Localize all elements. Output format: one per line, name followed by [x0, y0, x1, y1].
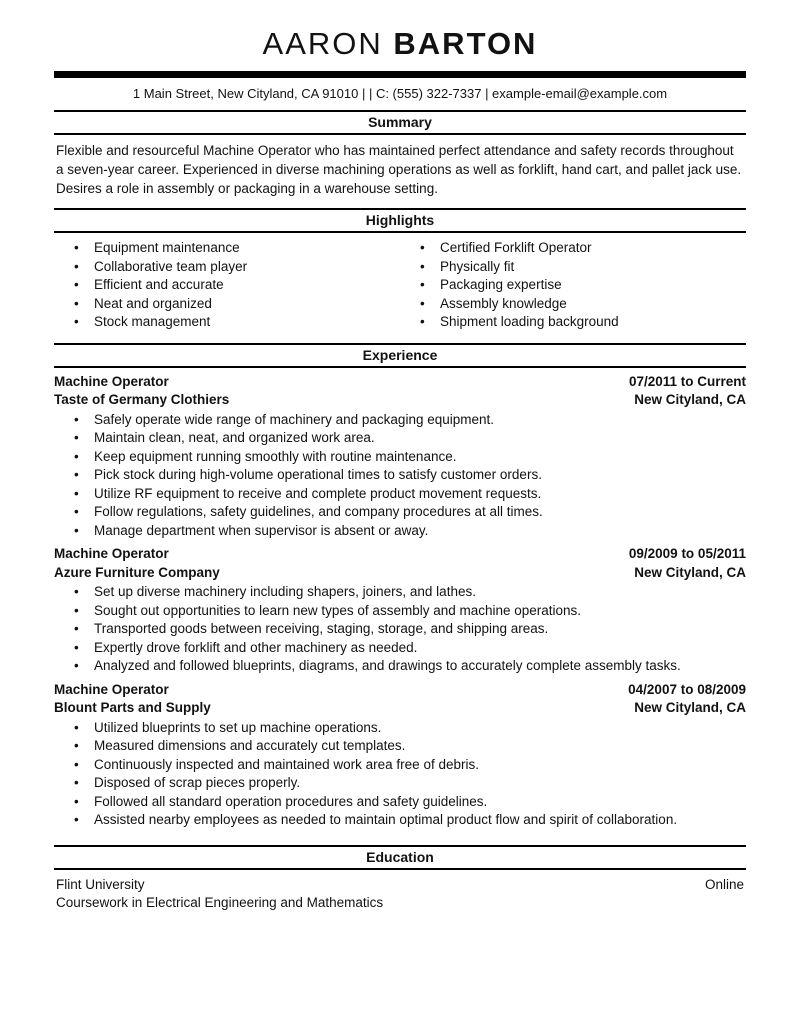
job-bullet-list: [54, 583, 746, 676]
education-section: [54, 845, 746, 913]
job-bullet: • Followed all standard operation procedures and safety guidelines.: [54, 793, 746, 812]
job-employer-row: [54, 391, 746, 410]
job-bullet-list: [54, 411, 746, 541]
job-bullet: • Analyzed and followed blueprints, diagrams, and drawings to accurately complete assembly tasks.: [54, 657, 746, 676]
candidate-name: [54, 26, 746, 62]
highlight-item: • Packaging expertise: [400, 276, 746, 295]
candidate-last-name: BARTON: [393, 26, 538, 61]
job-bullet: • Utilize RF equipment to receive and complete product movement requests.: [54, 485, 746, 504]
job-title: Machine Operator: [54, 373, 169, 389]
contact-line: 1 Main Street, New Cityland, CA 91010 | | C: (555) 322-7337 | example-email@example.com: [132, 86, 668, 101]
highlight-item: • Shipment loading background: [400, 313, 746, 332]
job-bullet: • Manage department when supervisor is absent or away.: [54, 522, 746, 541]
job-location: New Cityland, CA: [634, 700, 746, 715]
highlight-item: • Neat and organized: [54, 295, 400, 314]
job-employer-row: [54, 564, 746, 583]
education-coursework: Coursework in Electrical Engineering and Mathematics: [56, 895, 384, 910]
job-bullet: • Utilized blueprints to set up machine operations.: [54, 719, 746, 738]
job-employer: Blount Parts and Supply: [54, 700, 211, 715]
job-bullet: • Safely operate wide range of machinery and packaging equipment.: [54, 411, 746, 430]
job-entry: [54, 681, 746, 830]
experience-body: [54, 368, 746, 845]
job-bullet: • Sought out opportunities to learn new types of assembly and machine operations.: [54, 602, 746, 621]
job-bullet: • Set up diverse machinery including shapers, joiners, and lathes.: [54, 583, 746, 602]
summary-text: Flexible and resourceful Machine Operator who has maintained perfect attendance and safety records throughout a seven-year career. Experienced in diverse machining operations as well as forklift, hand cart, and pallet jack use. Desires a role in assembly or packaging in a warehouse setting.: [56, 143, 742, 196]
job-title-row: [54, 545, 746, 564]
job-title: Machine Operator: [54, 681, 169, 697]
highlights-left-column: [54, 239, 400, 332]
header-divider-bar: [54, 71, 746, 78]
job-location: New Cityland, CA: [634, 392, 746, 407]
education-school: Flint University: [56, 876, 145, 892]
highlights-columns: [54, 233, 746, 343]
highlight-item: • Assembly knowledge: [400, 295, 746, 314]
job-bullet: • Measured dimensions and accurately cut templates.: [54, 737, 746, 756]
job-entry: [54, 545, 746, 676]
job-title: Machine Operator: [54, 546, 169, 561]
job-title-row: [54, 373, 746, 392]
job-bullet: • Continuously inspected and maintained work area free of debris.: [54, 756, 746, 775]
highlights-title: Highlights: [365, 212, 435, 228]
job-employer: Azure Furniture Company: [54, 564, 220, 580]
highlight-item: • Collaborative team player: [54, 258, 400, 277]
job-bullet: • Assisted nearby employees as needed to maintain optimal product flow and spirit of collaboration.: [54, 811, 746, 830]
highlights-right-column: [400, 239, 746, 332]
highlight-item: • Physically fit: [400, 258, 746, 277]
job-bullet-list: [54, 719, 746, 830]
candidate-first-name: AARON: [262, 26, 383, 61]
job-dates: 04/2007 to 08/2009: [628, 681, 746, 697]
experience-title: Experience: [362, 346, 438, 363]
job-bullet: • Keep equipment running smoothly with routine maintenance.: [54, 448, 746, 467]
education-mode: Online: [704, 876, 744, 892]
job-bullet: • Follow regulations, safety guidelines, and company procedures at all times.: [54, 503, 746, 522]
experience-section: [54, 343, 746, 845]
job-bullet: • Maintain clean, neat, and organized work area.: [54, 429, 746, 448]
job-bullet: • Pick stock during high-volume operational times to satisfy customer orders.: [54, 466, 746, 485]
job-entry: [54, 373, 746, 541]
job-dates: 09/2009 to 05/2011: [628, 546, 746, 561]
highlight-item: • Efficient and accurate: [54, 276, 400, 295]
highlights-section: [54, 208, 746, 343]
highlight-item: • Equipment maintenance: [54, 239, 400, 258]
job-dates: 07/2011 to Current: [628, 373, 746, 389]
education-school-row: [56, 876, 744, 895]
job-bullet: • Transported goods between receiving, staging, storage, and shipping areas.: [54, 620, 746, 639]
education-title: Education: [366, 848, 434, 865]
resume-header: [54, 26, 746, 101]
job-title-row: [54, 681, 746, 700]
job-location: New Cityland, CA: [634, 564, 746, 580]
highlight-item: • Stock management: [54, 313, 400, 332]
education-body: [54, 870, 746, 913]
highlight-item: • Certified Forklift Operator: [400, 239, 746, 258]
summary-section: [54, 110, 746, 208]
job-bullet: • Disposed of scrap pieces properly.: [54, 774, 746, 793]
summary-title: Summary: [368, 114, 432, 130]
job-employer-row: [54, 699, 746, 718]
job-employer: Taste of Germany Clothiers: [54, 392, 230, 407]
job-bullet: • Expertly drove forklift and other machinery as needed.: [54, 639, 746, 658]
